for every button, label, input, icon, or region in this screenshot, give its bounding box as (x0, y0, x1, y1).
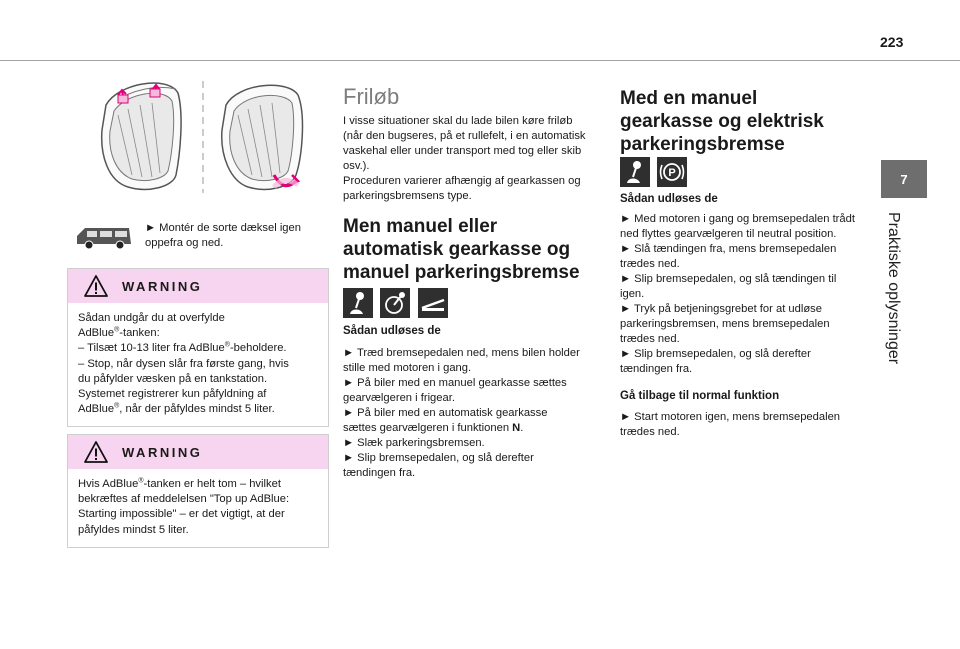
manual-parking-brake-icon (418, 288, 448, 318)
cover-illustration (88, 75, 318, 195)
text-line: ► Tryk på betjeningsgrebet for at udløse (620, 303, 822, 315)
heading-line: manuel parkeringsbremse (343, 262, 580, 283)
text-line: (når den bugseres, på et rullefelt, i en automatisk (343, 130, 586, 142)
svg-text:P: P (668, 167, 677, 179)
text-line: oppefra og ned. (145, 237, 224, 249)
warning-body (68, 469, 328, 547)
text-line: påfyldes mindst 5 liter. (78, 523, 189, 536)
text-line: parkeringsbremsens type. (343, 190, 472, 202)
text-line: igen. (620, 288, 645, 300)
warning-header (68, 435, 328, 469)
text-line: Starting impossible" – er det vigtigt, at der (78, 508, 285, 521)
text-line: Systemet registrerer kun påfyldning af (78, 388, 267, 401)
chapter-tab: 7 (881, 160, 927, 198)
text-line: ► Slip bremsepedalen, og slå derefter (343, 452, 534, 464)
subhead-return-normal: Gå tilbage til normal funktion (620, 390, 780, 402)
van-instruction (145, 221, 325, 251)
text-line: vaskehal eller under transport med tog eller skib (343, 145, 582, 157)
subsection-title-electric-brake (620, 87, 876, 156)
text-line: – Stop, når dysen slår fra første gang, hvis (78, 357, 289, 370)
text-line: ► Montér de sorte dæksel igen (145, 222, 301, 234)
text-line: trædes ned. (620, 426, 680, 438)
text-line: Sådan undgår du at overfylde (78, 312, 225, 324)
steps-list (343, 346, 601, 481)
warning-icon (84, 275, 108, 297)
intro-paragraph (343, 114, 601, 204)
icon-row (620, 157, 690, 187)
chapter-title-vertical (878, 212, 928, 382)
heading-line: gearkasse og elektrisk (620, 111, 824, 132)
text-line: ned flyttes gearvælgeren til neutral position. (620, 228, 837, 240)
warning-label: WARNING (122, 444, 203, 460)
text-line: ► På biler med en manuel gearkasse sættes (343, 377, 567, 389)
heading-line: Men manuel eller (343, 216, 498, 237)
text-line: trædes ned. (620, 333, 680, 345)
text-line: ► Slip bremsepedalen, og slå derefter (620, 348, 811, 360)
text-line: – Tilsæt 10-13 liter fra AdBlue®-beholdere. (78, 341, 287, 355)
warning-label: WARNING (122, 278, 203, 294)
header-divider (0, 60, 960, 61)
page-number: 223 (880, 34, 904, 50)
steps-list (620, 410, 876, 440)
text-line: ► På biler med en automatisk gearkasse (343, 407, 548, 419)
text-line: sættes gearvælgeren i funktionen N. (343, 422, 524, 434)
text-line: tændingen fra. (343, 467, 416, 479)
text-line: du påfylder væsken på en tankstation. (78, 372, 268, 385)
warning-box-1 (67, 268, 329, 427)
manual-gearbox-icon (620, 157, 650, 187)
text-line: Proceduren varierer afhængig af gearkassen og (343, 175, 581, 187)
heading-line: automatisk gearkasse og (343, 239, 571, 260)
text-line: trædes ned. (620, 258, 680, 270)
text-line: AdBlue®-tanken: (78, 326, 160, 340)
electric-parking-brake-icon (657, 157, 687, 187)
text-line: ► Start motoren igen, mens bremsepedalen (620, 411, 841, 423)
heading-line: Med en manuel (620, 88, 758, 109)
warning-header (68, 269, 328, 303)
text-line: ► Med motoren i gang og bremsepedalen trådt (620, 213, 855, 225)
text-line: stille med motoren i gang. (343, 362, 472, 374)
text-line: ► Slæk parkeringsbremsen. (343, 437, 485, 449)
van-icon (73, 224, 133, 252)
subhead-release: Sådan udløses de (343, 325, 441, 337)
text-line: ► Slip bremsepedalen, og slå tændingen til (620, 273, 837, 285)
icon-row (343, 288, 451, 318)
subsection-title-manual-auto (343, 215, 601, 284)
text-line: parkeringsbremsen, mens bremsepedalen (620, 318, 830, 330)
steps-list (620, 212, 876, 377)
warning-icon (84, 441, 108, 463)
heading-line: parkeringsbremse (620, 134, 785, 155)
warning-box-2 (67, 434, 329, 548)
text-line: AdBlue®, når der påfyldes mindst 5 liter. (78, 402, 275, 416)
text-line: ► Træd bremsepedalen ned, mens bilen holder (343, 347, 580, 359)
text-line: I visse situationer skal du lade bilen køre friløb (343, 115, 573, 127)
subhead-release: Sådan udløses de (620, 193, 718, 205)
chapter-title: Praktiske oplysninger (885, 212, 902, 365)
text-line: tændingen fra. (620, 363, 693, 375)
text-line: ► Slå tændingen fra, mens bremsepedalen (620, 243, 837, 255)
text-line: bekræftes af meddelelsen "Top up AdBlue: (78, 493, 290, 506)
warning-body (68, 303, 328, 426)
automatic-gearbox-icon (380, 288, 410, 318)
section-title-friloeb: Friløb (343, 84, 400, 109)
text-line: osv.). (343, 160, 370, 172)
text-line: Hvis AdBlue®-tanken er helt tom – hvilket (78, 477, 281, 490)
text-line: gearvælgeren i frigear. (343, 392, 455, 404)
manual-gearbox-icon (343, 288, 373, 318)
